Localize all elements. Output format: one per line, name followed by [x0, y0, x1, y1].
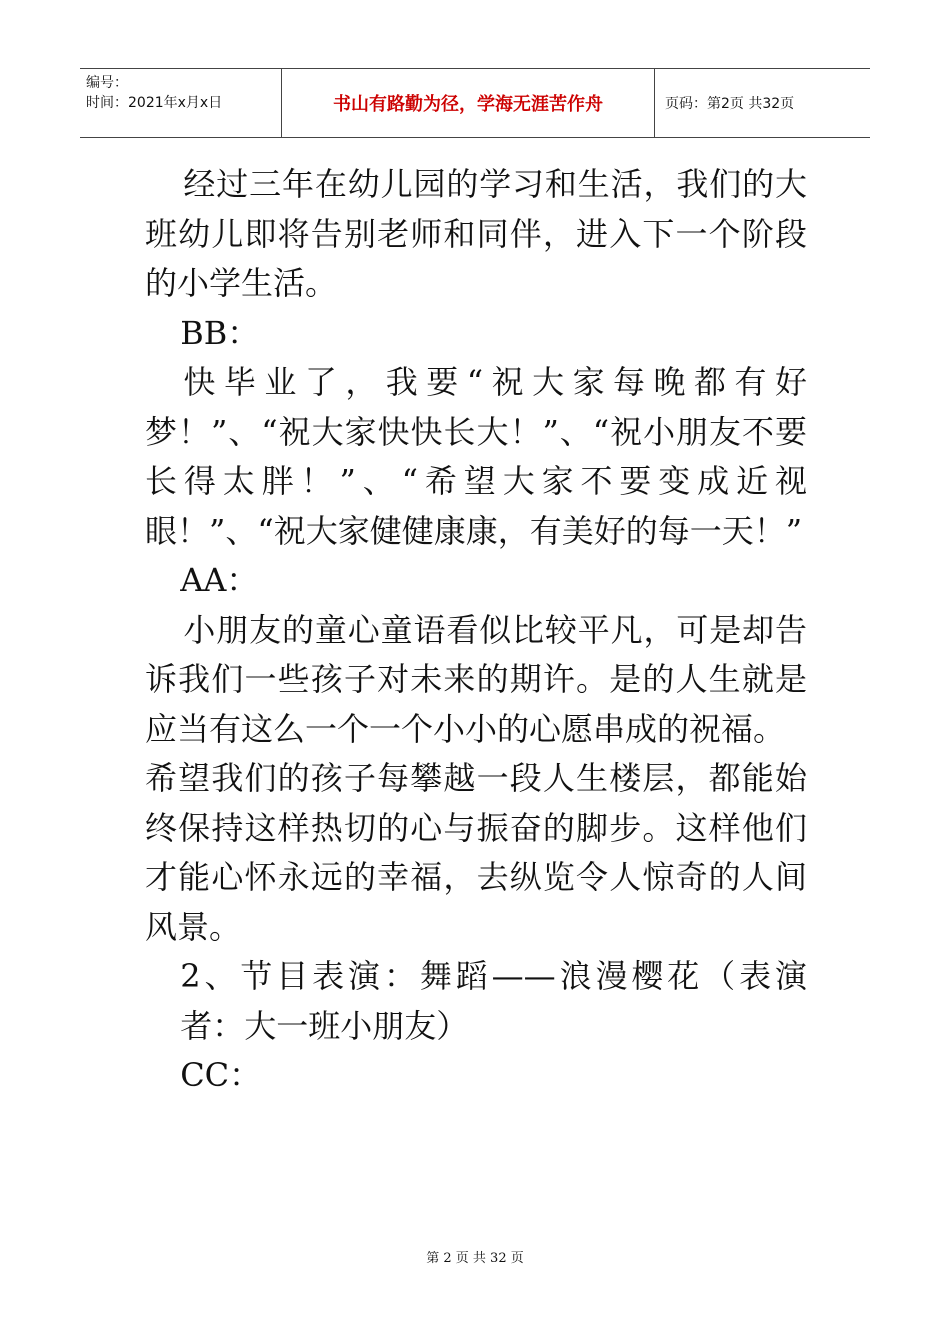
header-page-info: 页码：第2页 共32页 [665, 96, 795, 112]
paragraph-wishes: 快毕业了，我要“祝大家每晚都有好梦！”、“祝大家快快长大！”、“祝小朋友不要长得太胖！”、“希望大家不要变成近视眼！”、“祝大家健健康康，有美好的每一天！” [145, 363, 807, 550]
document-body [145, 160, 807, 1101]
paragraph-program: 2、节目表演：舞蹈——浪漫樱花（表演者：大一班小朋友） [180, 957, 807, 1045]
speaker-aa: AA： [180, 561, 259, 599]
number-label: 编号： [86, 75, 128, 91]
header-meta [80, 69, 282, 137]
paragraph-reflection: 小朋友的童心童语看似比较平凡，可是却告诉我们一些孩子对未来的期许。是的人生就是应当有这么一个一个小小的心愿串成的祝福。 [145, 610, 807, 748]
document-header [80, 68, 870, 138]
date-label: 时间：2021年x月x日 [86, 95, 223, 111]
header-motto: 书山有路勤为径，学海无涯苦作舟 [282, 69, 655, 137]
page-footer: 第 2 页 共 32 页 [426, 1251, 524, 1266]
paragraph-hope: 希望我们的孩子每攀越一段人生楼层，都能始终保持这样热切的心与振奋的脚步。这样他们才能心怀永远的幸福，去纵览令人惊奇的人间风景。 [145, 759, 807, 946]
paragraph-intro: 经过三年在幼儿园的学习和生活，我们的大班幼儿即将告别老师和同伴，进入下一个阶段的小学生活。 [145, 165, 807, 302]
speaker-cc: CC： [180, 1056, 262, 1094]
speaker-bb: BB： [180, 313, 260, 352]
